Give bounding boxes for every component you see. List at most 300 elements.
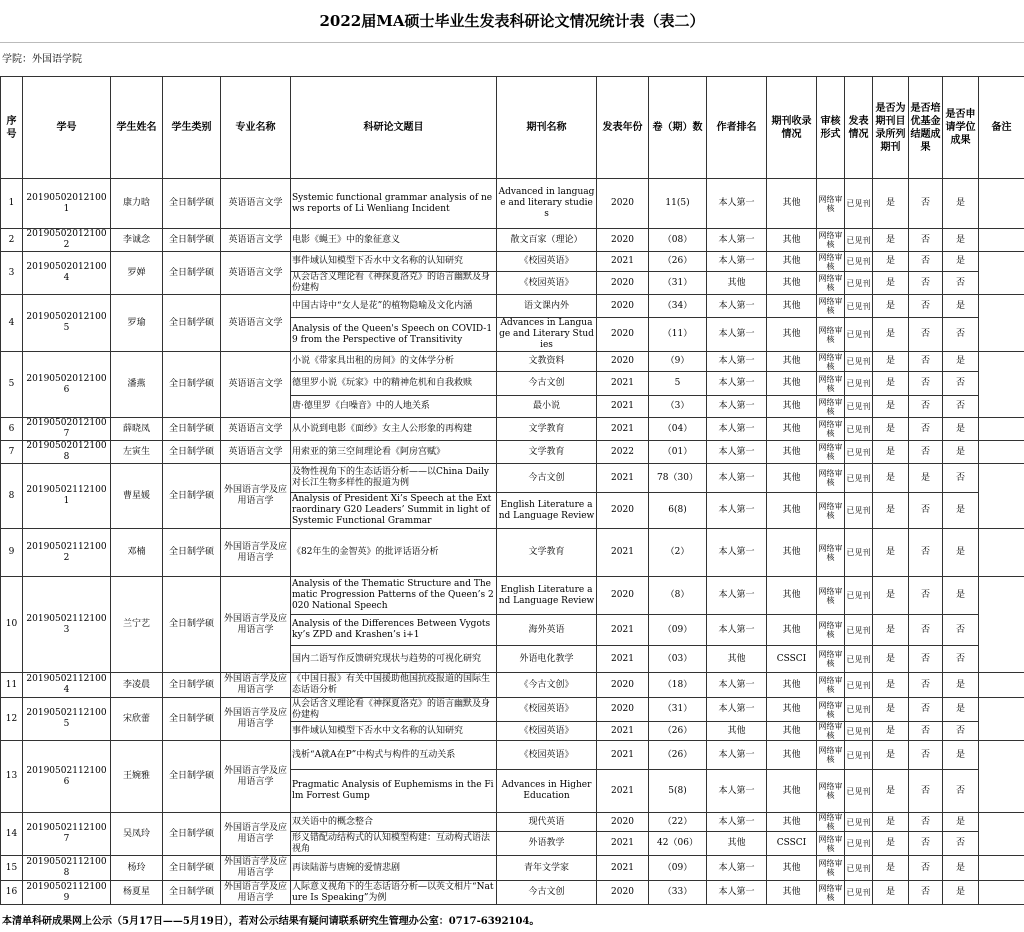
review-form: 网络审核 bbox=[817, 881, 845, 905]
page-title: 2022届MA硕士毕业生发表科研论文情况统计表（表二） bbox=[0, 0, 1024, 43]
publish-status: 已见刊 bbox=[845, 352, 873, 372]
journal-name: 今古文创 bbox=[497, 464, 597, 493]
is-listed-journal: 是 bbox=[873, 318, 909, 352]
table-row bbox=[1, 179, 1024, 229]
paper-title: 中国古诗中“女人是花”的植物隐喻及文化内涵 bbox=[291, 295, 497, 318]
student-id: 201905020121004 bbox=[23, 252, 111, 295]
is-listed-journal: 是 bbox=[873, 272, 909, 295]
serial-number: 6 bbox=[1, 418, 23, 441]
is-listed-journal: 是 bbox=[873, 646, 909, 673]
is-listed-journal: 是 bbox=[873, 577, 909, 615]
index-status: 其他 bbox=[767, 318, 817, 352]
volume-issue: 42（06） bbox=[649, 832, 707, 856]
student-name: 吴凤玲 bbox=[111, 813, 163, 856]
serial-number: 16 bbox=[1, 881, 23, 905]
column-header: 学号 bbox=[23, 77, 111, 179]
student-id: 201905020121005 bbox=[23, 295, 111, 352]
is-listed-journal: 是 bbox=[873, 673, 909, 698]
volume-issue: （9） bbox=[649, 352, 707, 372]
volume-issue: （2） bbox=[649, 529, 707, 577]
publish-year: 2020 bbox=[597, 352, 649, 372]
serial-number: 15 bbox=[1, 856, 23, 881]
paper-title: 用索亚的第三空间理论看《阿房宫赋》 bbox=[291, 441, 497, 464]
paper-title: 人际意义视角下的生态话语分析—以英文相片“Nature Is Speaking”为例 bbox=[291, 881, 497, 905]
serial-number: 4 bbox=[1, 295, 23, 352]
is-listed-journal: 是 bbox=[873, 722, 909, 741]
review-form: 网络审核 bbox=[818, 397, 843, 416]
is-degree-result: 是 bbox=[943, 252, 979, 272]
author-rank: 本人第一 bbox=[707, 372, 767, 396]
review-form: 网络审核 bbox=[817, 179, 845, 229]
review-form: 网络审核 bbox=[817, 832, 845, 856]
is-listed-journal: 是 bbox=[873, 832, 909, 856]
student-type: 全日制学硕 bbox=[163, 813, 221, 856]
serial-number: 14 bbox=[1, 813, 23, 856]
column-header: 学生姓名 bbox=[111, 77, 163, 179]
journal-name: 今古文创 bbox=[497, 372, 597, 396]
is-fund-result: 是 bbox=[909, 464, 943, 493]
is-fund-result: 否 bbox=[909, 352, 943, 372]
review-form: 网络审核 bbox=[817, 318, 845, 352]
volume-issue: 11(5) bbox=[649, 179, 707, 229]
publish-year: 2021 bbox=[597, 770, 649, 813]
remarks-cell bbox=[979, 352, 1024, 418]
major-name: 英语语言文学 bbox=[221, 441, 291, 464]
paper-title: Systemic functional grammar analysis of news reports of Li Wenliang Incident bbox=[291, 179, 497, 229]
is-listed-journal: 是 bbox=[873, 856, 909, 881]
student-id: 201905021121006 bbox=[23, 741, 111, 813]
index-status: 其他 bbox=[767, 229, 817, 252]
student-id: 201905021121008 bbox=[23, 856, 111, 881]
student-type: 全日制学硕 bbox=[163, 179, 221, 229]
index-status: 其他 bbox=[767, 464, 817, 493]
publish-status: 已见刊 bbox=[845, 272, 873, 295]
column-header: 作者排名 bbox=[707, 77, 767, 179]
serial-number: 9 bbox=[1, 529, 23, 577]
is-fund-result: 否 bbox=[909, 295, 943, 318]
publish-status: 已见刊 bbox=[845, 229, 873, 252]
is-fund-result: 否 bbox=[909, 673, 943, 698]
is-degree-result: 是 bbox=[943, 418, 979, 441]
publish-status: 已见刊 bbox=[845, 646, 873, 673]
remarks-cell bbox=[979, 529, 1024, 577]
paper-title: 从会话含义理论看《神探夏洛克》的语言幽默及身份建构 bbox=[291, 272, 497, 295]
review-form: 网络审核 bbox=[817, 529, 845, 577]
publish-year: 2021 bbox=[597, 418, 649, 441]
is-listed-journal: 是 bbox=[873, 881, 909, 905]
is-fund-result: 否 bbox=[909, 722, 943, 741]
paper-title: 事件域认知模型下否水中文名称的认知研究 bbox=[291, 252, 497, 272]
student-type: 全日制学硕 bbox=[163, 741, 221, 813]
review-form: 网络审核 bbox=[817, 464, 845, 493]
remarks-cell bbox=[979, 252, 1024, 295]
student-type: 全日制学硕 bbox=[163, 698, 221, 741]
paper-stats-table bbox=[0, 76, 1024, 905]
publish-year: 2021 bbox=[597, 832, 649, 856]
publish-status: 已见刊 bbox=[845, 722, 873, 741]
is-listed-journal: 是 bbox=[873, 441, 909, 464]
publish-status: 已见刊 bbox=[845, 252, 873, 272]
publish-status: 已见刊 bbox=[845, 372, 873, 396]
table-row bbox=[1, 295, 1024, 318]
is-fund-result: 否 bbox=[909, 418, 943, 441]
publish-year: 2021 bbox=[597, 464, 649, 493]
column-header: 是否为期刊目录所列期刊 bbox=[873, 77, 909, 179]
volume-issue: （09） bbox=[649, 615, 707, 646]
author-rank: 本人第一 bbox=[707, 464, 767, 493]
review-form: 网络审核 bbox=[818, 813, 843, 831]
student-name: 李凌晨 bbox=[111, 673, 163, 698]
publish-status: 已见刊 bbox=[845, 529, 873, 577]
index-status: 其他 bbox=[767, 770, 817, 813]
table-row bbox=[1, 418, 1024, 441]
paper-title: Pragmatic Analysis of Euphemisms in the Film Forrest Gump bbox=[291, 770, 497, 813]
serial-number: 7 bbox=[1, 441, 23, 464]
volume-issue: （31） bbox=[649, 698, 707, 722]
is-fund-result: 否 bbox=[909, 252, 943, 272]
publish-year: 2021 bbox=[597, 615, 649, 646]
student-type: 全日制学硕 bbox=[163, 856, 221, 881]
publish-year: 2020 bbox=[597, 229, 649, 252]
student-name: 杨玲 bbox=[111, 856, 163, 881]
student-name: 曹星媛 bbox=[111, 464, 163, 529]
volume-issue: （11） bbox=[649, 318, 707, 352]
publish-year: 2020 bbox=[597, 295, 649, 318]
review-form: 网络审核 bbox=[817, 673, 845, 698]
major-name: 外国语言学及应用语言学 bbox=[221, 813, 291, 856]
index-status: 其他 bbox=[767, 698, 817, 722]
is-degree-result: 是 bbox=[943, 856, 979, 881]
student-type: 全日制学硕 bbox=[163, 229, 221, 252]
is-fund-result: 否 bbox=[909, 813, 943, 832]
volume-issue: 5 bbox=[649, 372, 707, 396]
publish-status: 已见刊 bbox=[845, 396, 873, 418]
student-name: 王婉雅 bbox=[111, 741, 163, 813]
is-degree-result: 是 bbox=[943, 813, 979, 832]
paper-title: 从会话含义理论看《神探夏洛克》的语言幽默及身份建构 bbox=[291, 698, 497, 722]
journal-name: 《校园英语》 bbox=[497, 698, 597, 722]
review-form: 网络审核 bbox=[817, 615, 845, 646]
student-name: 左寅生 bbox=[111, 441, 163, 464]
column-header: 期刊收录情况 bbox=[767, 77, 817, 179]
column-header: 序号 bbox=[1, 77, 23, 179]
publish-status: 已见刊 bbox=[845, 464, 873, 493]
publish-status: 已见刊 bbox=[845, 698, 873, 722]
paper-title: 从小说到电影《面纱》女主人公形象的再构建 bbox=[291, 418, 497, 441]
volume-issue: （8） bbox=[649, 577, 707, 615]
paper-title: Analysis of the Differences Between Vygotsky’s ZPD and Krashen’s i+1 bbox=[291, 615, 497, 646]
student-name: 宋欣蕾 bbox=[111, 698, 163, 741]
student-id: 201905021121005 bbox=[23, 698, 111, 741]
major-name: 外国语言学及应用语言学 bbox=[221, 529, 291, 577]
publish-status: 已见刊 bbox=[845, 770, 873, 813]
review-form: 网络审核 bbox=[818, 252, 843, 271]
publish-status: 已见刊 bbox=[845, 441, 873, 464]
is-degree-result: 是 bbox=[943, 352, 979, 372]
student-name: 薛晓凤 bbox=[111, 418, 163, 441]
column-header: 卷（期）数 bbox=[649, 77, 707, 179]
volume-issue: （22） bbox=[649, 813, 707, 832]
student-name: 康力晗 bbox=[111, 179, 163, 229]
publish-status: 已见刊 bbox=[845, 673, 873, 698]
index-status: 其他 bbox=[767, 418, 817, 441]
paper-title: 及物性视角下的生态话语分析——以China Daily 对长江生物多样性的报道为例 bbox=[291, 464, 497, 493]
author-rank: 本人第一 bbox=[707, 252, 767, 272]
column-header: 是否培优基金结题成果 bbox=[909, 77, 943, 179]
author-rank: 本人第一 bbox=[707, 493, 767, 529]
publish-year: 2020 bbox=[597, 813, 649, 832]
author-rank: 其他 bbox=[707, 832, 767, 856]
review-form: 网络审核 bbox=[817, 418, 845, 441]
is-degree-result: 否 bbox=[943, 318, 979, 352]
author-rank: 本人第一 bbox=[707, 577, 767, 615]
author-rank: 本人第一 bbox=[707, 813, 767, 832]
publish-status: 已见刊 bbox=[845, 856, 873, 881]
student-name: 兰宁艺 bbox=[111, 577, 163, 673]
remarks-cell bbox=[979, 881, 1024, 905]
publish-status: 已见刊 bbox=[845, 318, 873, 352]
publish-year: 2020 bbox=[597, 272, 649, 295]
major-name: 英语语言文学 bbox=[221, 229, 291, 252]
is-degree-result: 否 bbox=[943, 615, 979, 646]
is-degree-result: 是 bbox=[943, 673, 979, 698]
publish-status: 已见刊 bbox=[845, 295, 873, 318]
is-listed-journal: 是 bbox=[873, 698, 909, 722]
paper-title: Analysis of the Queen's Speech on COVID-19 from the Perspective of Transitivity bbox=[291, 318, 497, 352]
volume-issue: （08） bbox=[649, 229, 707, 252]
student-id: 201905021121007 bbox=[23, 813, 111, 856]
author-rank: 本人第一 bbox=[707, 881, 767, 905]
student-type: 全日制学硕 bbox=[163, 529, 221, 577]
paper-title: 形义错配动结构式的认知模型构建：互动构式语法视角 bbox=[291, 832, 497, 856]
is-fund-result: 否 bbox=[909, 441, 943, 464]
is-fund-result: 否 bbox=[909, 698, 943, 722]
column-header: 专业名称 bbox=[221, 77, 291, 179]
is-degree-result: 是 bbox=[943, 698, 979, 722]
major-name: 英语语言文学 bbox=[221, 179, 291, 229]
publish-status: 已见刊 bbox=[845, 741, 873, 770]
review-form: 网络审核 bbox=[817, 493, 845, 529]
is-listed-journal: 是 bbox=[873, 529, 909, 577]
student-type: 全日制学硕 bbox=[163, 252, 221, 295]
is-degree-result: 是 bbox=[943, 493, 979, 529]
student-id: 201905021121003 bbox=[23, 577, 111, 673]
paper-title: 双关语中的概念整合 bbox=[291, 813, 497, 832]
index-status: 其他 bbox=[767, 441, 817, 464]
publish-status: 已见刊 bbox=[845, 615, 873, 646]
remarks-cell bbox=[979, 464, 1024, 529]
publish-year: 2020 bbox=[597, 577, 649, 615]
major-name: 外国语言学及应用语言学 bbox=[221, 856, 291, 881]
author-rank: 其他 bbox=[707, 722, 767, 741]
is-fund-result: 否 bbox=[909, 272, 943, 295]
author-rank: 本人第一 bbox=[707, 673, 767, 698]
is-listed-journal: 是 bbox=[873, 615, 909, 646]
index-status: 其他 bbox=[767, 493, 817, 529]
table-row bbox=[1, 741, 1024, 770]
student-id: 201905020121008 bbox=[23, 441, 111, 464]
author-rank: 本人第一 bbox=[707, 352, 767, 372]
publish-status: 已见刊 bbox=[845, 813, 873, 832]
journal-name: 青年文学家 bbox=[497, 856, 597, 881]
paper-title: 电影《蝇王》中的象征意义 bbox=[291, 229, 497, 252]
column-header: 学生类别 bbox=[163, 77, 221, 179]
journal-name: Advances in Higher Education bbox=[497, 770, 597, 813]
volume-issue: （26） bbox=[649, 722, 707, 741]
major-name: 英语语言文学 bbox=[221, 418, 291, 441]
review-form: 网络审核 bbox=[818, 722, 843, 740]
author-rank: 本人第一 bbox=[707, 179, 767, 229]
author-rank: 本人第一 bbox=[707, 418, 767, 441]
index-status: 其他 bbox=[767, 179, 817, 229]
student-type: 全日制学硕 bbox=[163, 881, 221, 905]
review-form: 网络审核 bbox=[817, 577, 845, 615]
is-degree-result: 是 bbox=[943, 577, 979, 615]
table-row bbox=[1, 252, 1024, 272]
remarks-cell bbox=[979, 741, 1024, 813]
is-degree-result: 否 bbox=[943, 770, 979, 813]
is-listed-journal: 是 bbox=[873, 252, 909, 272]
publish-status: 已见刊 bbox=[845, 179, 873, 229]
remarks-cell bbox=[979, 856, 1024, 881]
serial-number: 10 bbox=[1, 577, 23, 673]
remarks-cell bbox=[979, 418, 1024, 441]
review-form: 网络审核 bbox=[817, 770, 845, 813]
author-rank: 其他 bbox=[707, 272, 767, 295]
journal-name: 文学教育 bbox=[497, 529, 597, 577]
student-type: 全日制学硕 bbox=[163, 441, 221, 464]
publish-year: 2021 bbox=[597, 252, 649, 272]
review-form: 网络审核 bbox=[817, 441, 845, 464]
index-status: 其他 bbox=[767, 352, 817, 372]
author-rank: 本人第一 bbox=[707, 856, 767, 881]
table-row bbox=[1, 813, 1024, 832]
author-rank: 本人第一 bbox=[707, 229, 767, 252]
volume-issue: （26） bbox=[649, 741, 707, 770]
index-status: 其他 bbox=[767, 722, 817, 741]
is-fund-result: 否 bbox=[909, 832, 943, 856]
publish-year: 2020 bbox=[597, 673, 649, 698]
remarks-cell bbox=[979, 673, 1024, 698]
table-row bbox=[1, 441, 1024, 464]
major-name: 英语语言文学 bbox=[221, 252, 291, 295]
review-form: 网络审核 bbox=[817, 372, 845, 396]
is-degree-result: 否 bbox=[943, 396, 979, 418]
index-status: 其他 bbox=[767, 856, 817, 881]
journal-name: 《校园英语》 bbox=[497, 252, 597, 272]
is-fund-result: 否 bbox=[909, 856, 943, 881]
table-row bbox=[1, 881, 1024, 905]
volume-issue: 6(8) bbox=[649, 493, 707, 529]
is-degree-result: 否 bbox=[943, 722, 979, 741]
column-header: 是否申请学位成果 bbox=[943, 77, 979, 179]
publish-year: 2020 bbox=[597, 179, 649, 229]
is-fund-result: 否 bbox=[909, 493, 943, 529]
is-degree-result: 否 bbox=[943, 646, 979, 673]
is-listed-journal: 是 bbox=[873, 352, 909, 372]
publish-status: 已见刊 bbox=[845, 881, 873, 905]
review-form: 网络审核 bbox=[817, 229, 845, 252]
student-type: 全日制学硕 bbox=[163, 464, 221, 529]
index-status: CSSCI bbox=[767, 832, 817, 856]
volume-issue: （3） bbox=[649, 396, 707, 418]
journal-name: 海外英语 bbox=[497, 615, 597, 646]
table-row bbox=[1, 577, 1024, 615]
index-status: 其他 bbox=[767, 372, 817, 396]
major-name: 外国语言学及应用语言学 bbox=[221, 577, 291, 673]
column-header: 发表情况 bbox=[845, 77, 873, 179]
paper-title: 再读陆游与唐婉的爱情悲剧 bbox=[291, 856, 497, 881]
is-fund-result: 否 bbox=[909, 318, 943, 352]
is-fund-result: 否 bbox=[909, 229, 943, 252]
remarks-cell bbox=[979, 179, 1024, 229]
serial-number: 13 bbox=[1, 741, 23, 813]
student-id: 201905020121001 bbox=[23, 179, 111, 229]
student-name: 罗瑜 bbox=[111, 295, 163, 352]
is-fund-result: 否 bbox=[909, 741, 943, 770]
paper-title: 唐·德里罗《白噪音》中的人地关系 bbox=[291, 396, 497, 418]
index-status: 其他 bbox=[767, 673, 817, 698]
is-degree-result: 否 bbox=[943, 832, 979, 856]
index-status: 其他 bbox=[767, 295, 817, 318]
student-type: 全日制学硕 bbox=[163, 577, 221, 673]
table-row bbox=[1, 464, 1024, 493]
is-degree-result: 是 bbox=[943, 529, 979, 577]
column-header: 发表年份 bbox=[597, 77, 649, 179]
student-id: 201905020121006 bbox=[23, 352, 111, 418]
is-listed-journal: 是 bbox=[873, 770, 909, 813]
publish-year: 2022 bbox=[597, 441, 649, 464]
volume-issue: （03） bbox=[649, 646, 707, 673]
column-header: 科研论文题目 bbox=[291, 77, 497, 179]
is-degree-result: 是 bbox=[943, 179, 979, 229]
volume-issue: （18） bbox=[649, 673, 707, 698]
index-status: 其他 bbox=[767, 529, 817, 577]
journal-name: 文学教育 bbox=[497, 418, 597, 441]
publish-year: 2020 bbox=[597, 698, 649, 722]
journal-name: 今古文创 bbox=[497, 881, 597, 905]
index-status: 其他 bbox=[767, 272, 817, 295]
student-name: 李诚念 bbox=[111, 229, 163, 252]
is-listed-journal: 是 bbox=[873, 813, 909, 832]
is-fund-result: 否 bbox=[909, 529, 943, 577]
serial-number: 11 bbox=[1, 673, 23, 698]
major-name: 外国语言学及应用语言学 bbox=[221, 464, 291, 529]
student-type: 全日制学硕 bbox=[163, 418, 221, 441]
author-rank: 本人第一 bbox=[707, 698, 767, 722]
remarks-cell bbox=[979, 577, 1024, 673]
student-type: 全日制学硕 bbox=[163, 295, 221, 352]
serial-number: 1 bbox=[1, 179, 23, 229]
journal-name: 《校园英语》 bbox=[497, 272, 597, 295]
review-form: 网络审核 bbox=[818, 352, 843, 371]
paper-title: 国内二语写作反馈研究现状与趋势的可视化研究 bbox=[291, 646, 497, 673]
review-form: 网络审核 bbox=[817, 295, 845, 318]
table-row bbox=[1, 352, 1024, 372]
student-name: 潘燕 bbox=[111, 352, 163, 418]
volume-issue: （01） bbox=[649, 441, 707, 464]
student-id: 201905021121002 bbox=[23, 529, 111, 577]
journal-name: 外语电化教学 bbox=[497, 646, 597, 673]
serial-number: 3 bbox=[1, 252, 23, 295]
journal-name: Advances in Language and Literary Studies bbox=[497, 318, 597, 352]
publish-year: 2021 bbox=[597, 372, 649, 396]
table-row bbox=[1, 856, 1024, 881]
column-header: 备注 bbox=[979, 77, 1024, 179]
major-name: 英语语言文学 bbox=[221, 352, 291, 418]
student-id: 201905020121002 bbox=[23, 229, 111, 252]
volume-issue: 78（30） bbox=[649, 464, 707, 493]
